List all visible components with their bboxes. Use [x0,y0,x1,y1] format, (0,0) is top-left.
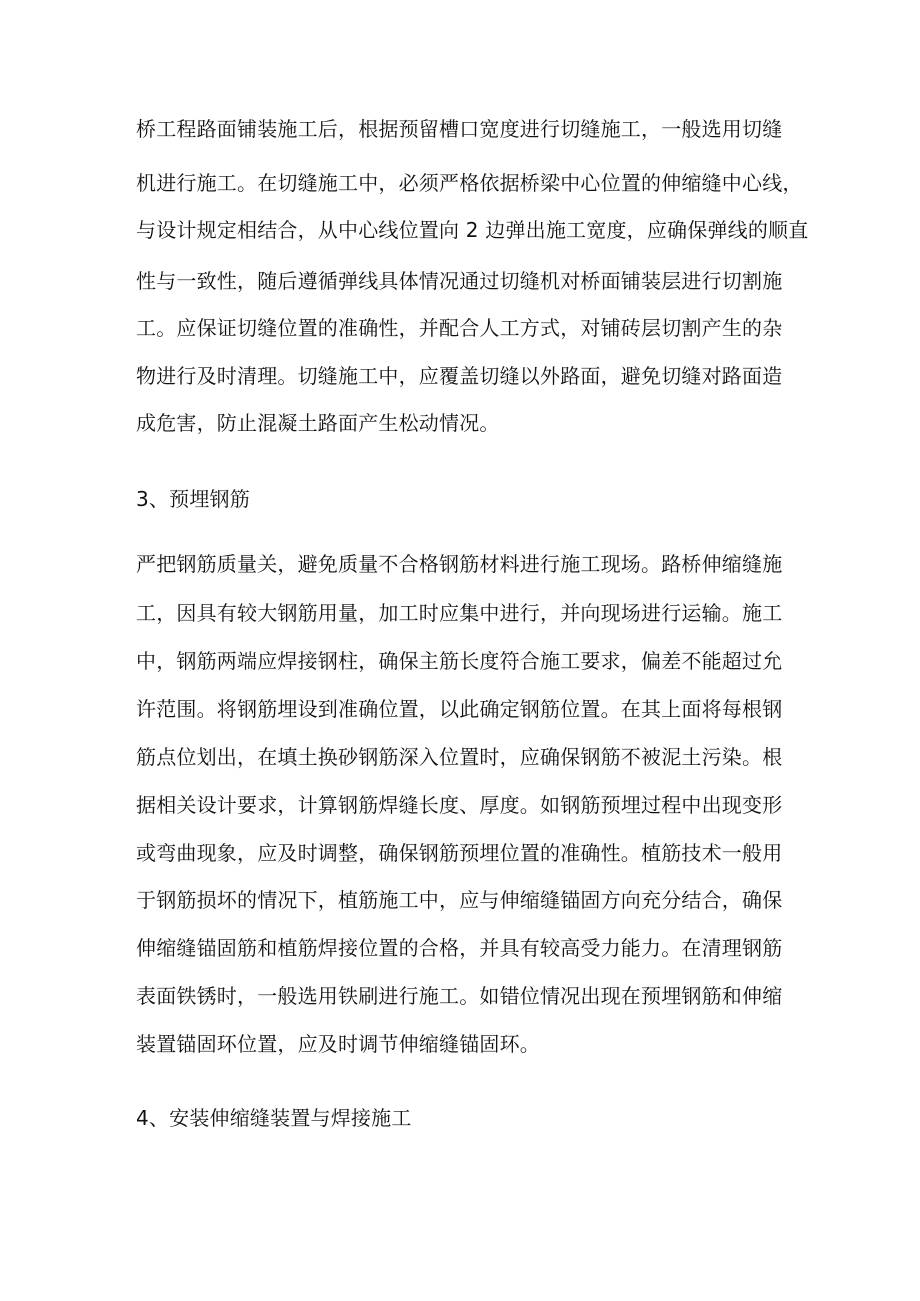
paragraph-2-line: 装置锚固环位置，应及时调节伸缩缝锚固环。 [136,1032,540,1056]
paragraph-2-line: 伸缩缝锚固筋和植筋焊接位置的合格，并具有较高受力能力。在清理钢筋 [136,936,783,960]
paragraph-1-line: 与设计规定相结合，从中心线位置向 2 边弹出施工宽度，应确保弹线的顺直 [136,218,809,242]
paragraph-2-line: 筋点位划出，在填土换砂钢筋深入位置时，应确保钢筋不被泥土污染。根 [136,745,783,769]
paragraph-2-line: 表面铁锈时，一般选用铁刷进行施工。如错位情况出现在预埋钢筋和伸缩 [136,984,783,1008]
paragraph-2-line: 中，钢筋两端应焊接钢柱，确保主筋长度符合施工要求，偏差不能超过允 [136,649,783,673]
paragraph-1-line: 物进行及时清理。切缝施工中，应覆盖切缝以外路面，避免切缝对路面造 [136,364,783,388]
paragraph-1-line: 桥工程路面铺装施工后，根据预留槽口宽度进行切缝施工，一般选用切缝 [136,117,783,141]
paragraph-2-line: 或弯曲现象，应及时调整，确保钢筋预埋位置的准确性。植筋技术一般用 [136,841,783,865]
paragraph-1-line: 成危害，防止混凝土路面产生松动情况。 [136,411,500,435]
paragraph-2-line: 工，因具有较大钢筋用量，加工时应集中进行，并向现场进行运输。施工 [136,601,783,625]
paragraph-1-line: 工。应保证切缝位置的准确性，并配合人工方式，对铺砖层切割产生的杂 [136,316,783,340]
section-heading-3: 3、预埋钢筋 [136,487,250,511]
paragraph-2-line: 严把钢筋质量关，避免质量不合格钢筋材料进行施工现场。路桥伸缩缝施 [136,552,783,576]
paragraph-2-line: 许范围。将钢筋埋设到准确位置，以此确定钢筋位置。在其上面将每根钢 [136,697,783,721]
paragraph-1-line: 性与一致性，随后遵循弹线具体情况通过切缝机对桥面铺装层进行切割施 [136,269,783,293]
paragraph-2-line: 据相关设计要求，计算钢筋焊缝长度、厚度。如钢筋预埋过程中出现变形 [136,793,783,817]
section-heading-4: 4、安装伸缩缝装置与焊接施工 [136,1106,412,1130]
paragraph-1-line: 机进行施工。在切缝施工中，必须严格依据桥梁中心位置的伸缩缝中心线， [136,171,803,195]
paragraph-2-line: 于钢筋损坏的情况下，植筋施工中，应与伸缩缝锚固方向充分结合，确保 [136,888,783,912]
